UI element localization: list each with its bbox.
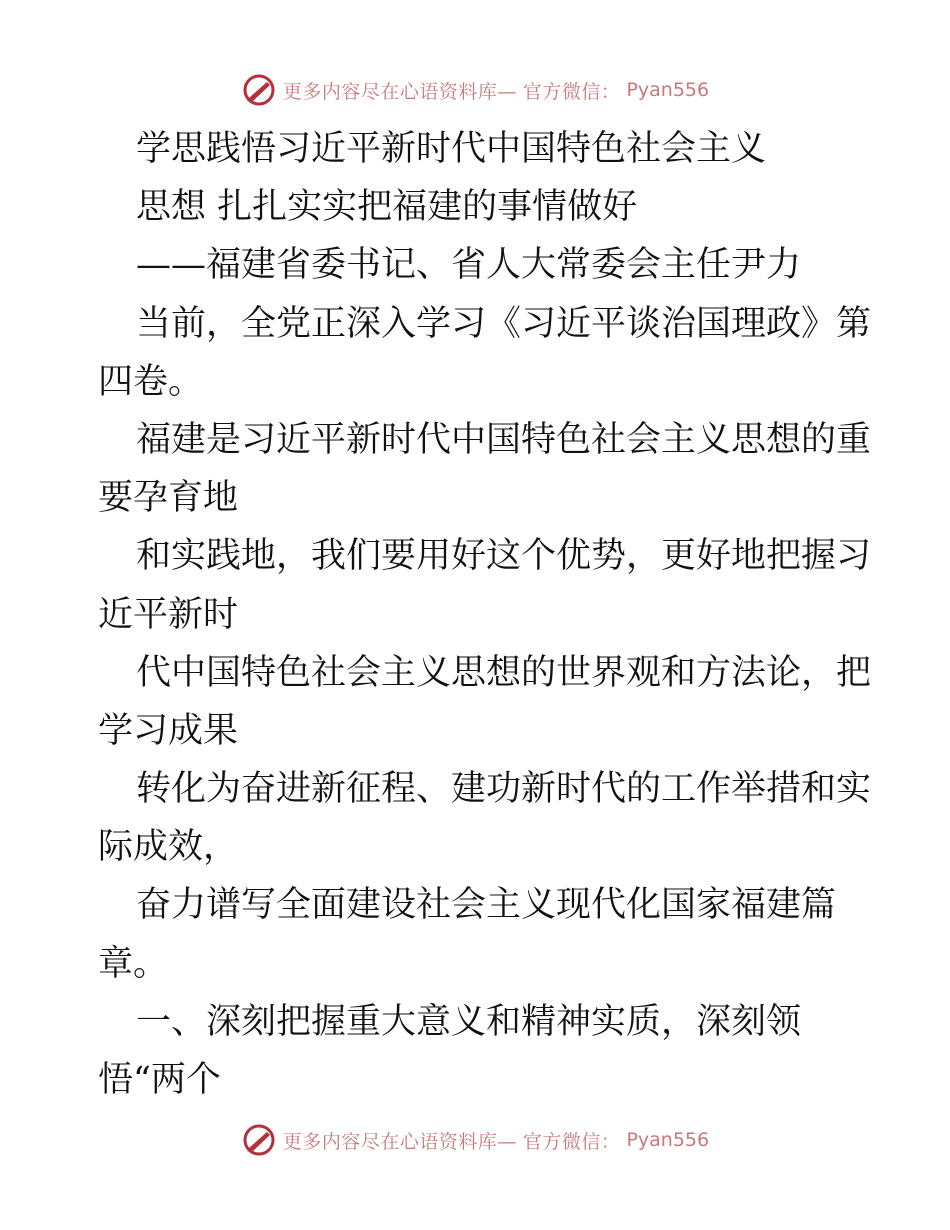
text-line: 近平新时 bbox=[98, 594, 239, 635]
text-line: 际成效， bbox=[98, 827, 239, 868]
watermark-site-text: 更多内容尽在心语资料库— bbox=[282, 1130, 517, 1153]
text-line: 和实践地，我们要用好这个优势，更好地把握习 bbox=[136, 536, 872, 577]
text-line: 学思践悟习近平新时代中国特色社会主义 bbox=[136, 129, 767, 169]
text-line: 福建是习近平新时代中国特色社会主义思想的重 bbox=[136, 419, 872, 460]
text-line: 转化为奋进新征程、建功新时代的工作举措和实 bbox=[136, 769, 872, 810]
text-line: 要孕育地 bbox=[98, 478, 239, 519]
watermark-wechat-id: Pyan556 bbox=[626, 1129, 710, 1151]
text-line: 章。 bbox=[98, 943, 169, 984]
text-line: 学习成果 bbox=[98, 710, 239, 751]
text-line: 思想 扎扎实实把福建的事情做好 bbox=[136, 187, 638, 228]
text-line: 一、深刻把握重大意义和精神实质，深刻领 bbox=[136, 1001, 802, 1042]
watermark-banner-bottom bbox=[0, 1120, 950, 1160]
text-line: 悟“两个 bbox=[98, 1060, 221, 1100]
watermark-wechat-id: Pyan556 bbox=[626, 79, 710, 101]
pen-logo-icon bbox=[241, 1122, 277, 1158]
watermark-site-text: 更多内容尽在心语资料库— bbox=[282, 80, 517, 103]
text-line: 奋力谱写全面建设社会主义现代化国家福建篇 bbox=[136, 885, 837, 926]
watermark-wechat-label: 官方微信： bbox=[522, 1130, 621, 1153]
text-line: ——福建省委书记、省人大常委会主任尹力 bbox=[136, 245, 802, 286]
text-line: 当前，全党正深入学习《习近平谈治国理政》第 bbox=[136, 303, 872, 344]
text-line: 代中国特色社会主义思想的世界观和方法论，把 bbox=[136, 652, 872, 693]
document-body bbox=[98, 120, 872, 1109]
watermark-wechat-label: 官方微信： bbox=[522, 80, 621, 103]
pen-logo-icon bbox=[241, 72, 277, 108]
watermark-banner-top bbox=[0, 70, 950, 110]
text-line: 四卷。 bbox=[98, 361, 204, 402]
